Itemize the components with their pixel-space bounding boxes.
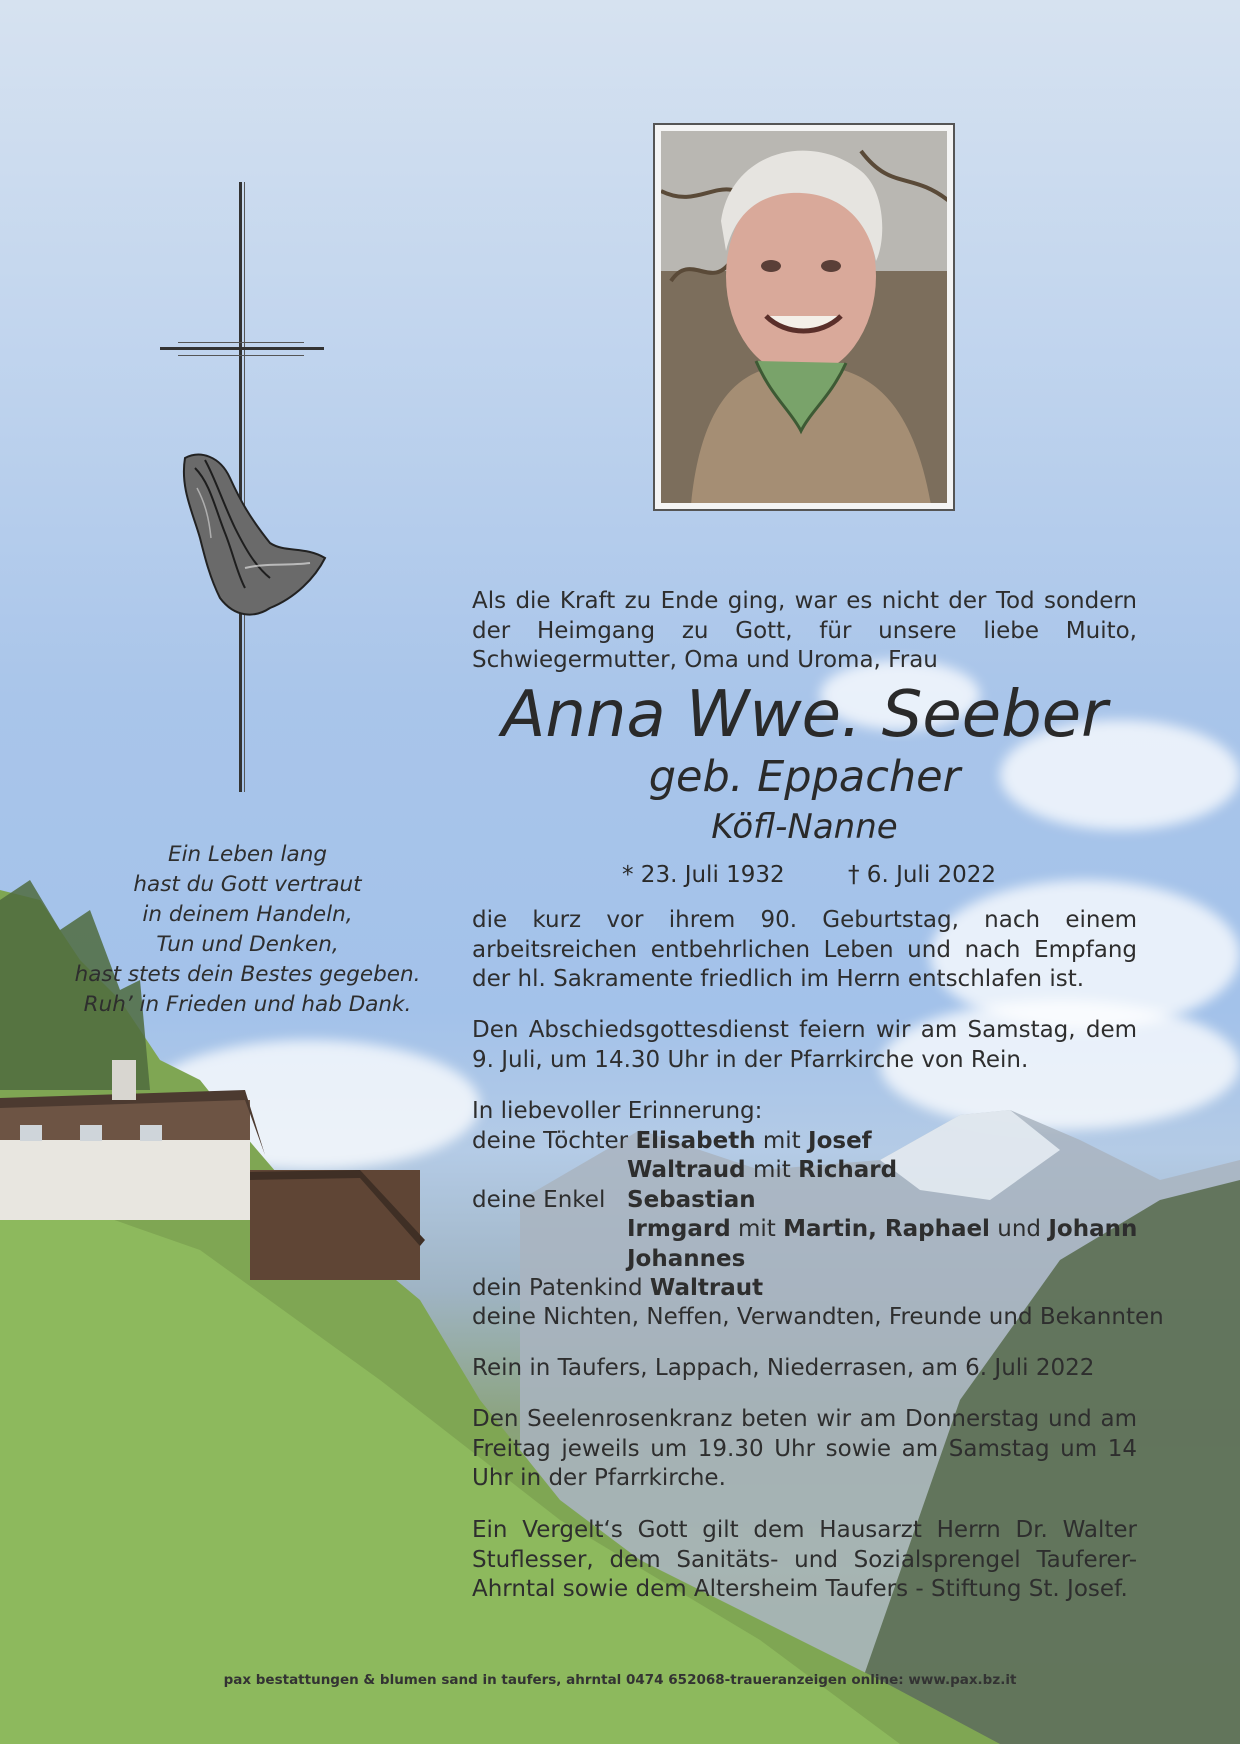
partner-name: Richard <box>798 1157 898 1183</box>
praying-hands-icon <box>175 448 335 633</box>
grandchild2-row <box>627 1215 1137 1245</box>
funeral-text: Den Abschiedsgottesdienst feiern wir am Samstag, dem 9. Juli, um 14.30 Uhr in der Pfarrkirche von Rein. <box>472 1017 1137 1073</box>
birth-date: * 23. Juli 1932 <box>622 862 785 888</box>
grandchild-name: Johannes <box>627 1246 746 1272</box>
footer-imprint: pax bestattungen & blumen sand in taufers, ahrntal 0474 652068-traueranzeigen online: www.pax.bz.it <box>223 1672 1017 1688</box>
deceased-name: Anna Wwe. Seeber <box>501 678 1108 752</box>
portrait-photo <box>661 131 947 503</box>
partner-name: Johann <box>1048 1216 1138 1242</box>
godchild-row <box>472 1274 763 1304</box>
daughter-name: Elisabeth <box>635 1128 756 1154</box>
partner-names: Martin, Raphael <box>783 1216 990 1242</box>
nickname: Köfl-Nanne <box>711 807 898 847</box>
thanks-text: Ein Vergelt‘s Gott gilt dem Hausarzt Herrn Dr. Walter Stuflesser, dem Sanitäts- und Sozialsprengel Tauferer-Ahrntal sowie dem Altersheim Taufers - Stiftung St. Josef. <box>472 1517 1137 1602</box>
grandchild-name: Sebastian <box>627 1187 756 1213</box>
memory-heading: In liebevoller Erinnerung: <box>472 1098 763 1124</box>
grandchild-name: Irmgard <box>627 1216 731 1242</box>
with-word: mit <box>752 1157 791 1183</box>
relatives-row: deine Nichten, Neffen, Verwandten, Freunde und Bekannten <box>472 1304 1164 1330</box>
rosary-text: Den Seelenrosenkranz beten wir am Donnerstag und am Freitag jeweils um 19.30 Uhr sowie am Samstag um 14 Uhr in der Pfarrkirche. <box>472 1406 1137 1491</box>
daughters-row <box>472 1127 872 1157</box>
poem-line: Tun und Denken, <box>156 932 339 957</box>
poem-line: in deinem Handeln, <box>142 902 353 927</box>
godchild-name: Waltraut <box>649 1275 764 1301</box>
daughter2-row <box>627 1156 897 1186</box>
intro-text: Als die Kraft zu Ende ging, war es nicht der Tod sondern der Heimgang zu Gott, für unsere liebe Muito, Schwiegermutter, Oma und Uroma, Frau <box>472 588 1137 673</box>
poem-line: Ruh’ in Frieden und hab Dank. <box>83 992 412 1017</box>
birth-name: geb. Eppacher <box>648 752 961 802</box>
passing-text: die kurz vor ihrem 90. Geburtstag, nach einem arbeitsreichen entbehrlichen Leben und nach Empfang der hl. Sakramente friedlich im Herrn entschlafen ist. <box>472 907 1137 992</box>
with-word: mit <box>737 1216 776 1242</box>
and-word: und <box>997 1216 1042 1242</box>
partner-name: Josef <box>808 1128 872 1154</box>
daughter-name: Waltraud <box>627 1157 746 1183</box>
with-word: mit <box>762 1128 801 1154</box>
place-date: Rein in Taufers, Lappach, Niederrasen, am 6. Juli 2022 <box>472 1355 1095 1381</box>
grandchildren-label: deine Enkel <box>472 1187 606 1213</box>
poem-line: hast du Gott vertraut <box>133 872 362 897</box>
death-date: † 6. Juli 2022 <box>848 862 997 888</box>
poem-line: hast stets dein Bestes gegeben. <box>74 962 421 987</box>
poem-line: Ein Leben lang <box>168 842 327 867</box>
daughters-label: deine Töchter <box>472 1128 629 1154</box>
godchild-label: dein Patenkind <box>472 1275 643 1301</box>
poem <box>70 840 425 1020</box>
portrait-photo-frame <box>653 123 955 511</box>
